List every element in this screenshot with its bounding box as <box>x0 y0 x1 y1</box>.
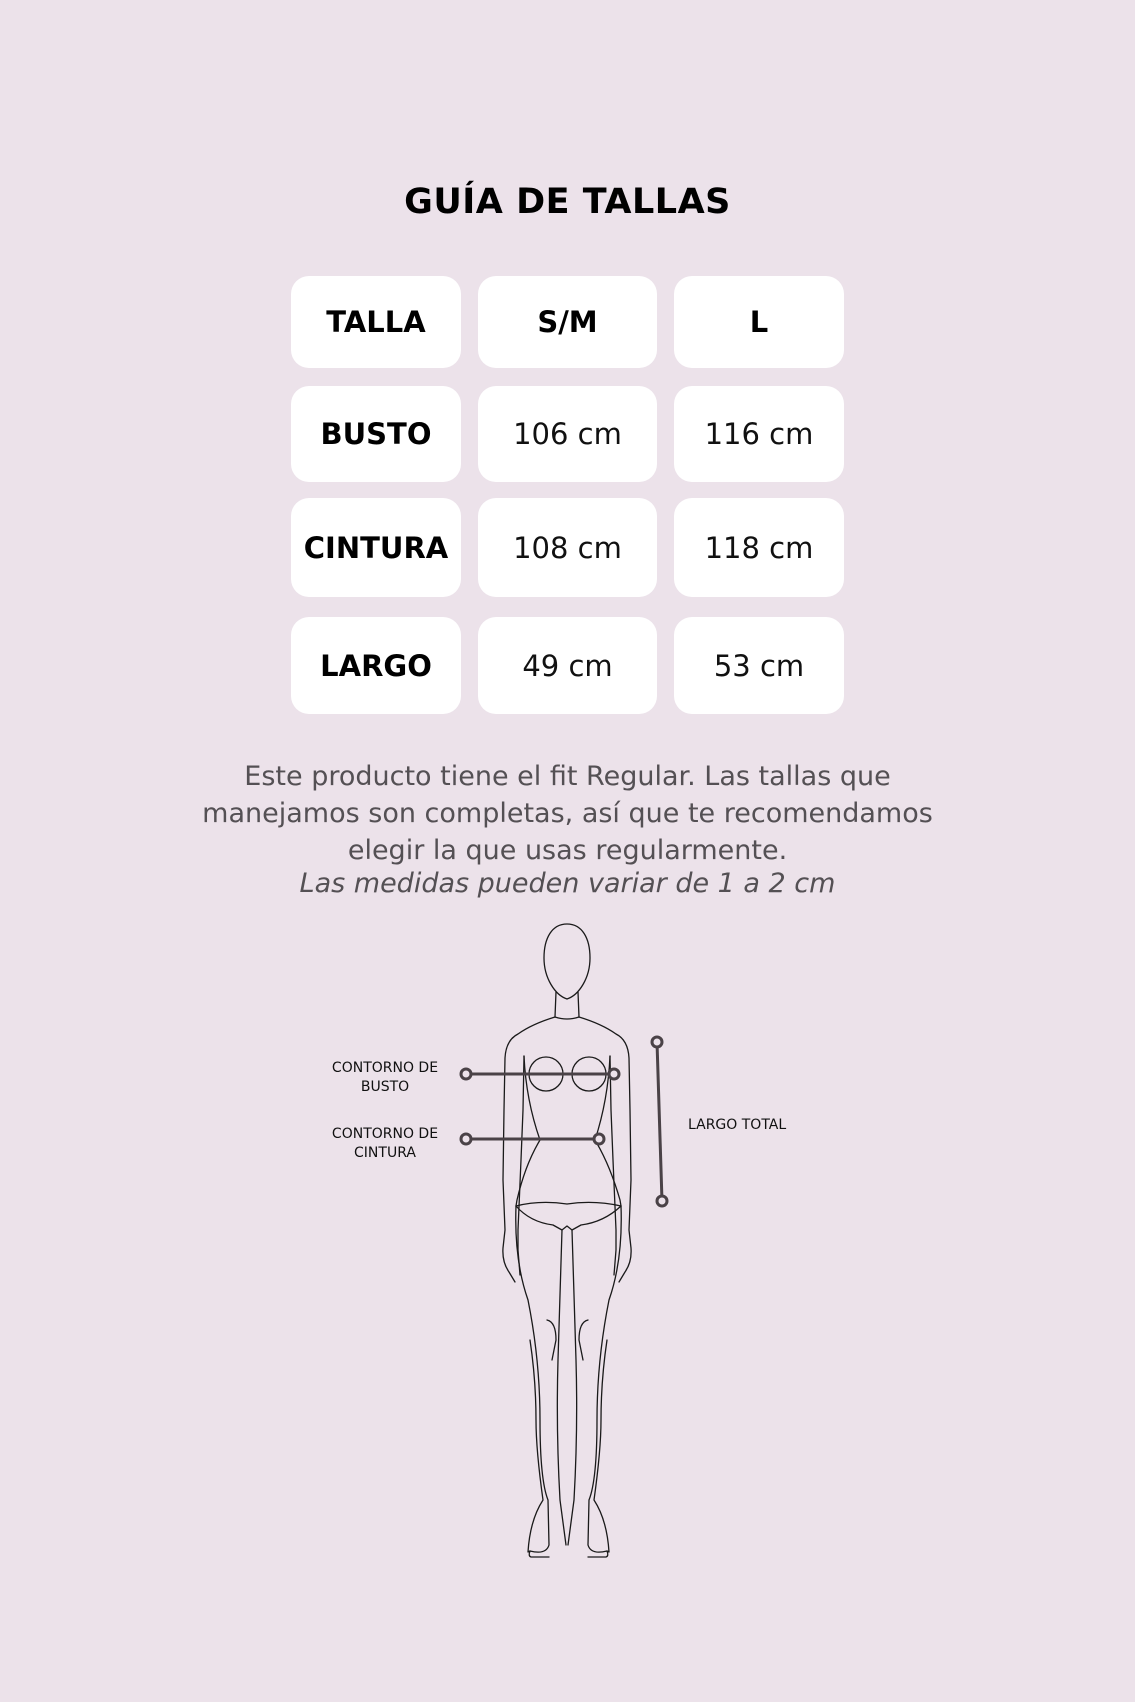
bust-measure-line <box>461 1069 619 1079</box>
length-label: LARGO TOTAL <box>688 1117 787 1133</box>
waist-value-sm: 108 cm <box>478 498 657 597</box>
bust-label: CONTORNO DE BUSTO <box>331 1060 439 1095</box>
header-cell-size: TALLA <box>291 276 461 368</box>
header-cell-l: L <box>674 276 844 368</box>
header-cell-sm: S/M <box>478 276 657 368</box>
fit-description: Este producto tiene el fit Regular. Las tallas que manejamos son completas, así que te recomendamos elegir la que usas regularmente. <box>202 761 933 866</box>
page-title: GUÍA DE TALLAS <box>404 182 731 222</box>
row-label-length: LARGO <box>291 617 461 714</box>
length-measure-line <box>652 1037 667 1206</box>
waist-label: CONTORNO DE CINTURA <box>331 1126 439 1161</box>
length-value-l: 53 cm <box>674 617 844 714</box>
body-figure-icon <box>503 924 631 1557</box>
waist-value-l: 118 cm <box>674 498 844 597</box>
waist-measure-line <box>461 1134 604 1144</box>
measurement-note: Las medidas pueden variar de 1 a 2 cm <box>299 868 836 899</box>
bust-value-sm: 106 cm <box>478 386 657 482</box>
row-label-waist: CINTURA <box>291 498 461 597</box>
bust-value-l: 116 cm <box>674 386 844 482</box>
row-label-bust: BUSTO <box>291 386 461 482</box>
length-value-sm: 49 cm <box>478 617 657 714</box>
